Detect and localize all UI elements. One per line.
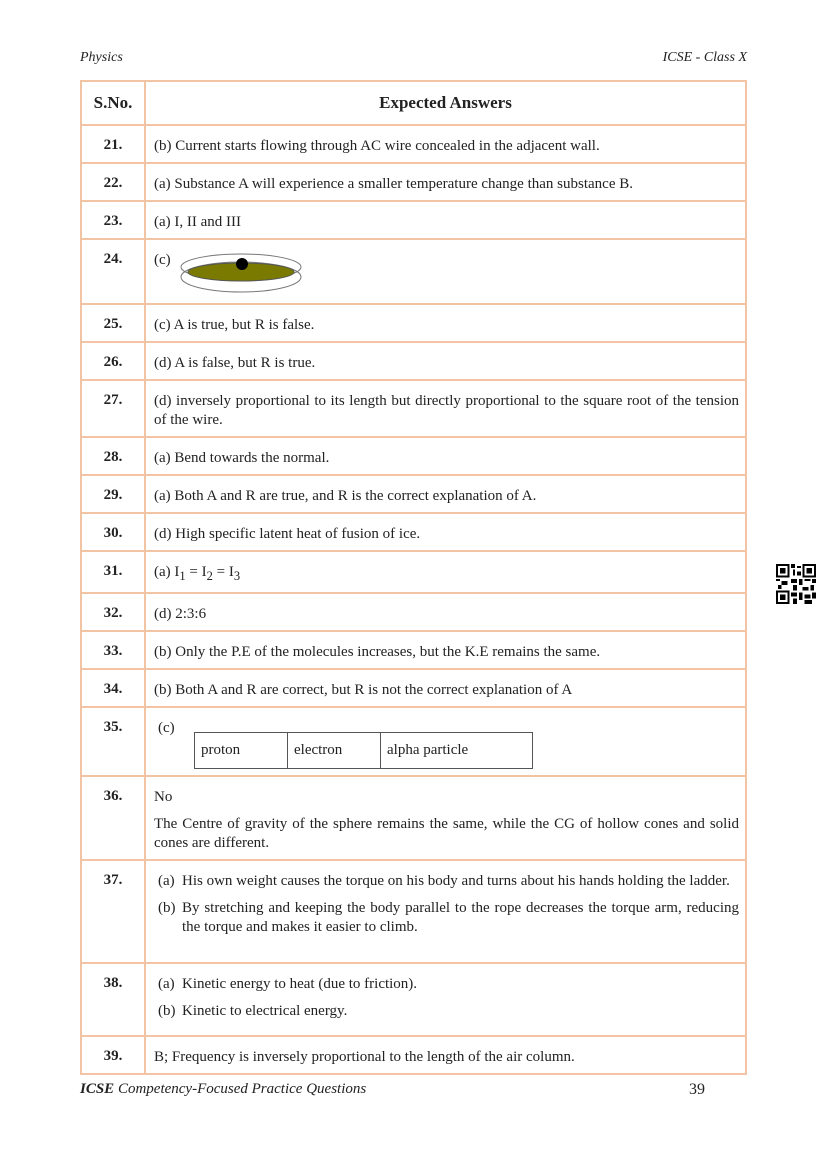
question-number: 31. [81, 551, 145, 593]
header-class: ICSE - Class X [662, 50, 747, 65]
table-row [81, 860, 746, 963]
question-number: 39. [81, 1036, 145, 1074]
table-row [81, 513, 746, 551]
question-number: 33. [81, 631, 145, 669]
sub-answer-label: (b) [158, 900, 176, 916]
answer-text: (a) Substance A will experience a smaller temperature change than substance B. [145, 163, 746, 201]
qr-code-icon [776, 564, 816, 604]
sub-answer-label: (b) [158, 1003, 176, 1019]
particle-cell: alpha particle [381, 733, 533, 769]
particle-table [194, 732, 533, 769]
table-row [81, 342, 746, 380]
particle-cell: proton [195, 733, 288, 769]
particle-row [195, 733, 533, 769]
table-row [81, 437, 746, 475]
question-number: 28. [81, 437, 145, 475]
question-number: 30. [81, 513, 145, 551]
subscript: 2 [206, 569, 213, 583]
answers-table [80, 80, 747, 1075]
sub-answer-text: His own weight causes the torque on his body and turns about his hands holding the ladder. [182, 873, 730, 889]
footer-title [80, 1081, 366, 1098]
answer-option-label: (c) [158, 720, 175, 736]
question-number: 22. [81, 163, 145, 201]
equation-part: (a) I [154, 564, 180, 580]
table-row [81, 125, 746, 163]
question-number: 23. [81, 201, 145, 239]
answer-option-label: (c) [154, 252, 171, 268]
header-subject: Physics [80, 50, 123, 65]
table-row [81, 304, 746, 342]
sub-answer-text: Kinetic to electrical energy. [182, 1003, 348, 1019]
table-row [81, 163, 746, 201]
answer-text: (a) Bend towards the normal. [145, 437, 746, 475]
footer-title-rest: Competency-Focused Practice Questions [114, 1081, 367, 1097]
disc-center-dot [236, 258, 248, 270]
table-row [81, 551, 746, 593]
sub-answer-text: By stretching and keeping the body parallel to the rope decreases the torque arm, reducing the torque and makes it easier to climb. [182, 900, 739, 935]
table-row [81, 707, 746, 776]
footer-title-bold: ICSE [80, 1081, 115, 1097]
equation-part: = I [185, 564, 207, 580]
table-row [81, 380, 746, 437]
table-row [81, 669, 746, 707]
table-row [81, 239, 746, 304]
answer-cell [145, 963, 746, 1036]
answer-text: (c) A is true, but R is false. [145, 304, 746, 342]
question-number: 25. [81, 304, 145, 342]
table-row [81, 593, 746, 631]
answer-text: (d) 2:3:6 [145, 593, 746, 631]
col-header-number: S.No. [81, 81, 145, 125]
answer-text: (d) A is false, but R is true. [145, 342, 746, 380]
answer-line: No [154, 789, 173, 805]
answer-text: (b) Both A and R are correct, but R is not the correct explanation of A [145, 669, 746, 707]
table-row [81, 631, 746, 669]
rotating-disc-diagram [176, 247, 306, 295]
question-number: 35. [81, 707, 145, 776]
table-row [81, 201, 746, 239]
answer-text: (a) Both A and R are true, and R is the correct explanation of A. [145, 475, 746, 513]
sub-answer [158, 899, 739, 937]
sub-answer-label: (a) [158, 873, 175, 889]
equation-part: = I [212, 564, 234, 580]
col-header-answers: Expected Answers [145, 81, 746, 125]
table-row [81, 776, 746, 860]
sub-answer [158, 872, 739, 891]
answer-cell [145, 707, 746, 776]
answer-text: (b) Only the P.E of the molecules increases, but the K.E remains the same. [145, 631, 746, 669]
sub-answer-label: (a) [158, 976, 175, 992]
question-number: 26. [81, 342, 145, 380]
sub-answer [158, 1002, 739, 1021]
sub-answer [158, 975, 739, 994]
answer-equation [145, 551, 746, 593]
answer-text: (b) Current starts flowing through AC wire concealed in the adjacent wall. [145, 125, 746, 163]
question-number: 29. [81, 475, 145, 513]
question-number: 37. [81, 860, 145, 963]
answer-text: (a) I, II and III [145, 201, 746, 239]
question-number: 27. [81, 380, 145, 437]
answer-text: B; Frequency is inversely proportional to the length of the air column. [145, 1036, 746, 1074]
subscript: 1 [179, 569, 186, 583]
question-number: 21. [81, 125, 145, 163]
subscript: 3 [233, 569, 241, 583]
page-number: 39 [689, 1081, 705, 1098]
table-row [81, 963, 746, 1036]
answer-cell [145, 239, 746, 304]
question-number: 38. [81, 963, 145, 1036]
question-number: 24. [81, 239, 145, 304]
answer-text: (d) inversely proportional to its length but directly proportional to the square root of the tension of the wire. [145, 380, 746, 437]
table-row [81, 1036, 746, 1074]
answer-text: (d) High specific latent heat of fusion of ice. [145, 513, 746, 551]
question-number: 34. [81, 669, 145, 707]
answer-cell [145, 860, 746, 963]
question-number: 32. [81, 593, 145, 631]
table-row [81, 475, 746, 513]
particle-cell: electron [288, 733, 381, 769]
answer-explanation: The Centre of gravity of the sphere remains the same, while the CG of hollow cones and solid cones are different. [154, 816, 739, 851]
sub-answer-text: Kinetic energy to heat (due to friction). [182, 976, 418, 992]
answer-cell [145, 776, 746, 860]
question-number: 36. [81, 776, 145, 860]
table-header-row [81, 81, 746, 125]
